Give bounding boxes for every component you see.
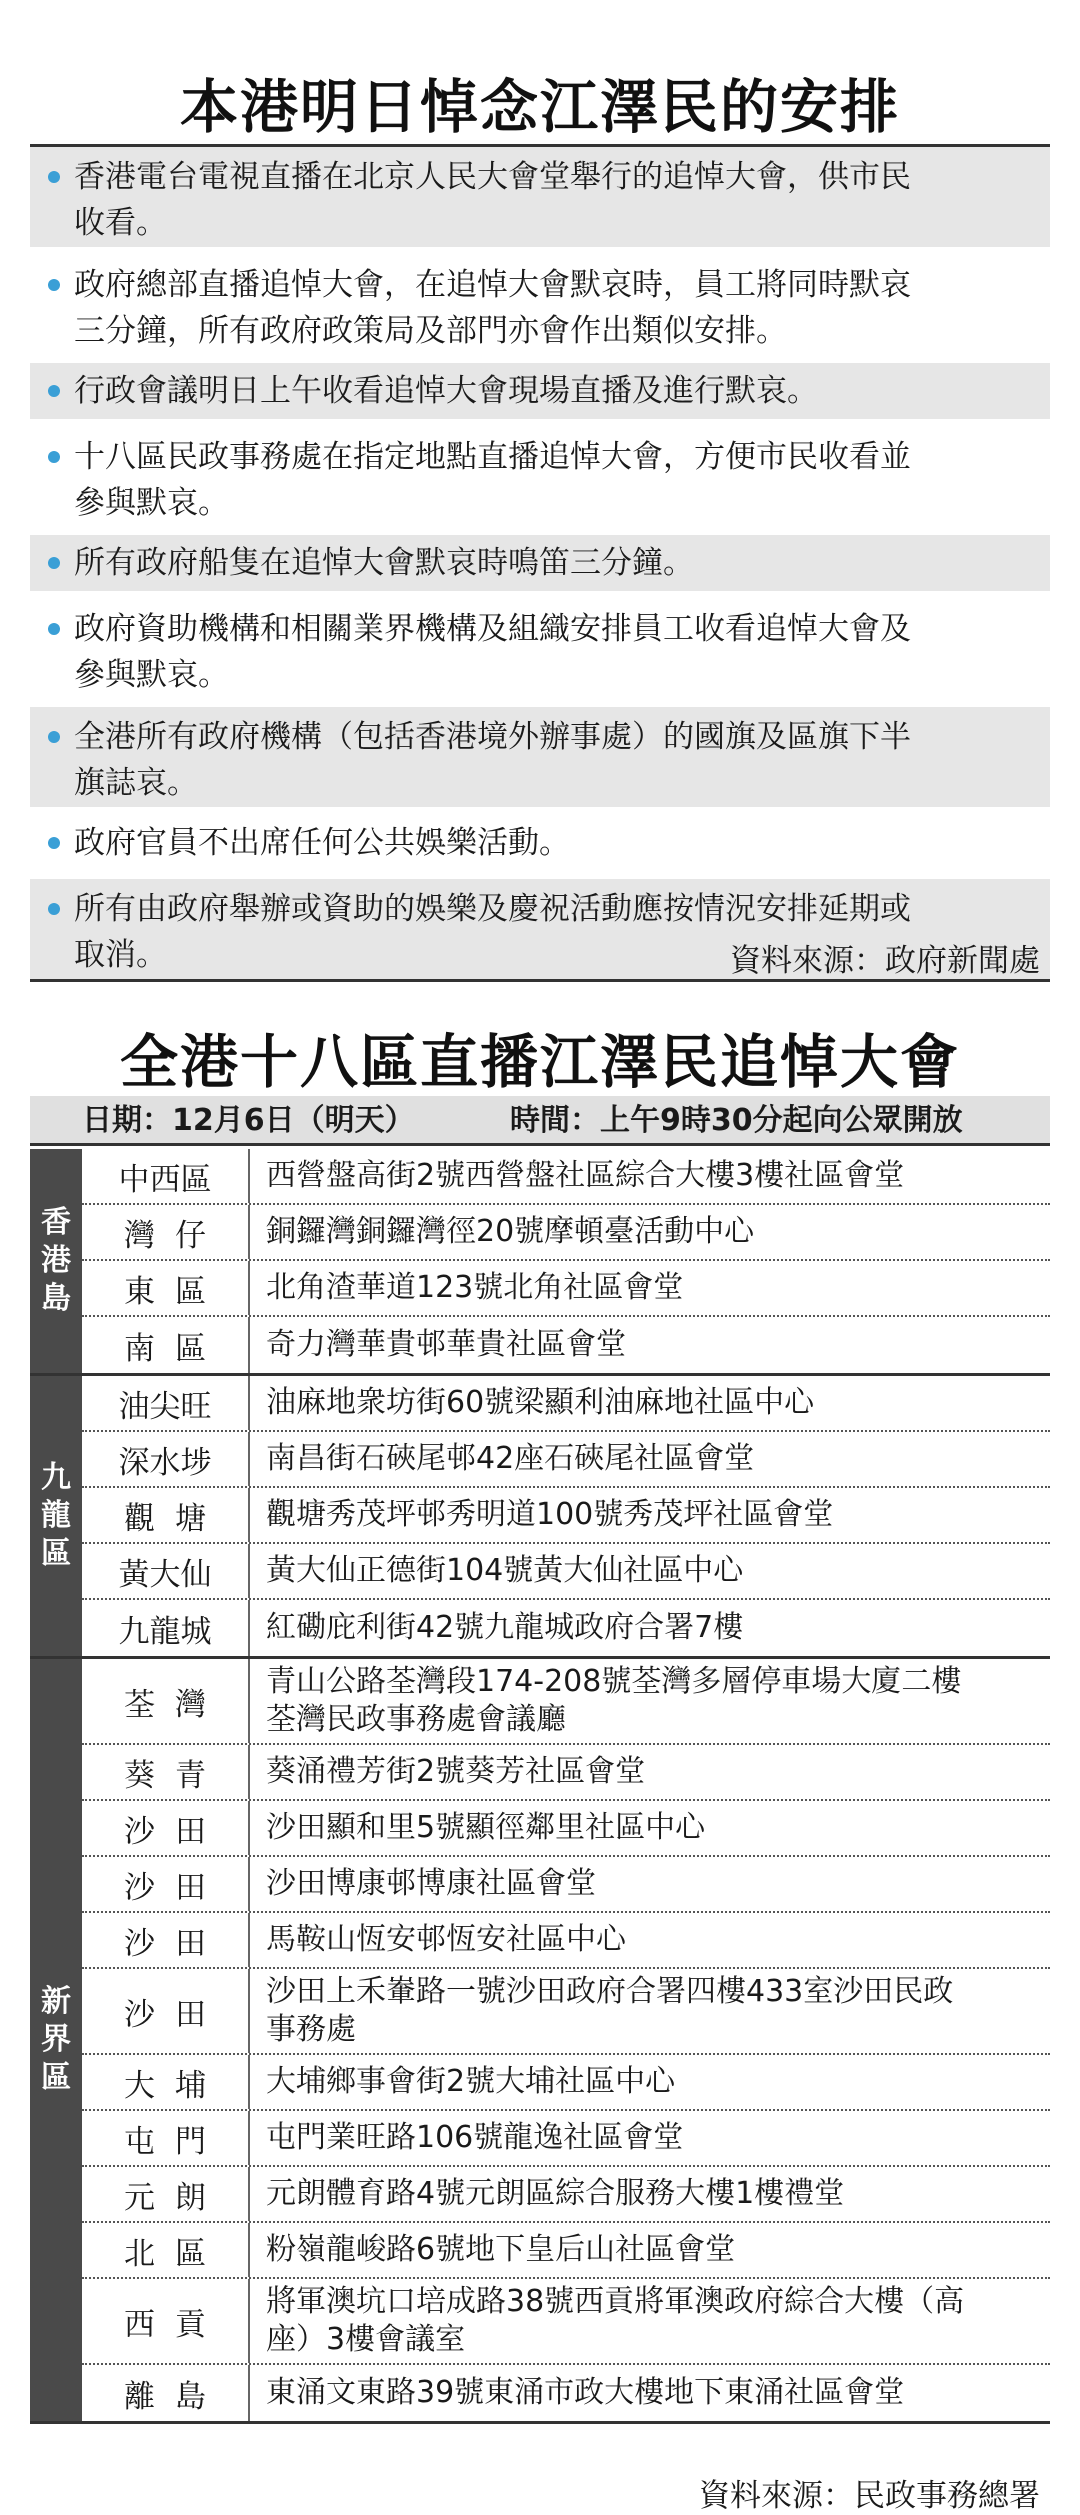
district-cell: 油尖旺 <box>82 1376 250 1430</box>
district-cell: 東區 <box>82 1261 250 1315</box>
region-label-char: 香 <box>41 1205 71 1240</box>
table-row <box>82 2279 1050 2365</box>
venue-cell <box>250 1261 1050 1315</box>
district-cell: 沙田 <box>82 1857 250 1911</box>
venue-cell <box>250 1969 1050 2053</box>
table-row <box>82 1659 1050 1745</box>
venue-cell <box>250 1659 1050 1743</box>
list-item <box>30 255 1050 355</box>
table-row <box>82 1317 1050 1373</box>
region-group <box>30 1376 1050 1659</box>
region-label-char: 新 <box>41 1984 71 2019</box>
list-item-line: 旗誌哀。 <box>74 765 198 801</box>
list-item <box>30 599 1050 699</box>
list-item-text <box>74 434 1036 526</box>
district-cell: 九龍城 <box>82 1600 250 1656</box>
list-item-line: 所有政府船隻在追悼大會默哀時鳴笛三分鐘。 <box>74 545 694 581</box>
list-item-line: 香港電台電視直播在北京人民大會堂舉行的追悼大會，供市民 <box>74 159 911 195</box>
table-row <box>82 1857 1050 1913</box>
table-row <box>82 2055 1050 2111</box>
table-row <box>82 2365 1050 2421</box>
district-cell: 沙田 <box>82 1969 250 2053</box>
bullet-dot-icon <box>48 903 60 915</box>
list-item-text <box>74 154 1036 246</box>
list-item-line: 政府總部直播追悼大會，在追悼大會默哀時，員工將同時默哀 <box>74 267 911 303</box>
district-cell: 深水埗 <box>82 1432 250 1486</box>
venue-line: 馬鞍山恆安邨恆安社區中心 <box>266 1922 626 1957</box>
district-cell: 北區 <box>82 2223 250 2277</box>
venue-cell <box>250 1149 1050 1203</box>
district-cell: 中西區 <box>82 1149 250 1203</box>
venue-table-title: 全港十八區直播江澤民追悼大會 <box>119 1028 960 1096</box>
venue-cell <box>250 2365 1050 2421</box>
venue-line: 北角渣華道123號北角社區會堂 <box>266 1270 684 1305</box>
venue-line: 東涌文東路39號東涌市政大樓地下東涌社區會堂 <box>266 2375 905 2410</box>
bullet-dot-icon <box>48 171 60 183</box>
table-row <box>82 1432 1050 1488</box>
list-item <box>30 363 1050 419</box>
list-item-line: 三分鐘，所有政府政策局及部門亦會作出類似安排。 <box>74 313 787 349</box>
list-item-text <box>74 368 1036 414</box>
venue-line: 青山公路荃灣段174-208號荃灣多層停車場大廈二樓 <box>266 1664 962 1699</box>
list-item-line: 行政會議明日上午收看追悼大會現場直播及進行默哀。 <box>74 373 818 409</box>
district-cell: 南區 <box>82 1317 250 1373</box>
bullet-dot-icon <box>48 557 60 569</box>
bullet-dot-icon <box>48 279 60 291</box>
table-row <box>82 1544 1050 1600</box>
venue-cell <box>250 1801 1050 1855</box>
venue-line: 屯門業旺路106號龍逸社區會堂 <box>266 2120 684 2155</box>
venue-cell <box>250 1544 1050 1598</box>
region-label-char: 界 <box>41 2022 71 2057</box>
venue-line: 粉嶺龍峻路6號地下皇后山社區會堂 <box>266 2232 736 2267</box>
venue-cell <box>250 1488 1050 1542</box>
list-item <box>30 147 1050 247</box>
venue-line: 西營盤高街2號西營盤社區綜合大樓3樓社區會堂 <box>266 1158 905 1193</box>
list-item-text <box>74 714 1036 806</box>
venue-cell <box>250 1745 1050 1799</box>
venue-cell <box>250 2111 1050 2165</box>
district-cell: 沙田 <box>82 1913 250 1967</box>
venue-line: 觀塘秀茂坪邨秀明道100號秀茂坪社區會堂 <box>266 1497 834 1532</box>
arrangements-list <box>30 144 1050 982</box>
venue-line: 沙田顯和里5號顯徑鄰里社區中心 <box>266 1810 706 1845</box>
venue-cell <box>250 1376 1050 1430</box>
district-cell: 灣仔 <box>82 1205 250 1259</box>
list-item-line: 收看。 <box>74 205 167 241</box>
table-row <box>82 2167 1050 2223</box>
table-row <box>82 1261 1050 1317</box>
table-row <box>82 1969 1050 2055</box>
bullet-dot-icon <box>48 731 60 743</box>
list-item-text <box>74 820 1036 866</box>
district-cell: 沙田 <box>82 1801 250 1855</box>
venue-cell <box>250 1432 1050 1486</box>
source-note: 資料來源：民政事務總署 <box>699 2478 1040 2514</box>
venue-line: 荃灣民政事務處會議廳 <box>266 1702 566 1737</box>
venue-cell <box>250 1317 1050 1373</box>
bullet-dot-icon <box>48 623 60 635</box>
venue-line: 座）3樓會議室 <box>266 2322 466 2357</box>
venue-cell <box>250 2223 1050 2277</box>
region-label-char: 區 <box>41 1536 71 1571</box>
list-item-line: 參與默哀。 <box>74 485 229 521</box>
list-item-line: 政府官員不出席任何公共娛樂活動。 <box>74 825 570 861</box>
page-title: 本港明日悼念江澤民的安排 <box>179 73 900 141</box>
district-cell: 離島 <box>82 2365 250 2421</box>
venue-line: 油麻地衆坊街60號梁顯利油麻地社區中心 <box>266 1385 815 1420</box>
bullet-dot-icon <box>48 451 60 463</box>
region-label-char: 龍 <box>41 1498 71 1533</box>
list-item-line: 十八區民政事務處在指定地點直播追悼大會，方便市民收看並 <box>74 439 911 475</box>
venue-cell <box>250 2279 1050 2363</box>
district-cell: 元朗 <box>82 2167 250 2221</box>
bullet-dot-icon <box>48 837 60 849</box>
venue-line: 葵涌禮芳街2號葵芳社區會堂 <box>266 1754 646 1789</box>
venue-cell <box>250 1600 1050 1656</box>
venue-line: 紅磡庇利街42號九龍城政府合署7樓 <box>266 1610 744 1645</box>
table-row <box>82 1488 1050 1544</box>
table-row <box>82 1205 1050 1261</box>
venue-line: 黃大仙正德街104號黃大仙社區中心 <box>266 1553 744 1588</box>
venue-cell <box>250 2167 1050 2221</box>
table-row <box>82 1745 1050 1801</box>
list-item-line: 所有由政府舉辦或資助的娛樂及慶祝活動應按情況安排延期或 <box>74 891 911 927</box>
district-cell: 大埔 <box>82 2055 250 2109</box>
venue-line: 大埔鄉事會街2號大埔社區中心 <box>266 2064 676 2099</box>
district-cell: 西貢 <box>82 2279 250 2363</box>
region-group <box>30 1659 1050 2424</box>
venue-line: 奇力灣華貴邨華貴社區會堂 <box>266 1327 626 1362</box>
venue-line: 沙田博康邨博康社區會堂 <box>266 1866 596 1901</box>
venue-table <box>30 1149 1050 2424</box>
table-row <box>82 2223 1050 2279</box>
district-cell: 屯門 <box>82 2111 250 2165</box>
region-label <box>30 1149 82 1373</box>
list-item <box>30 535 1050 591</box>
region-group <box>30 1149 1050 1376</box>
list-item-text <box>74 262 1036 354</box>
table-row <box>82 1376 1050 1432</box>
region-label <box>30 1659 82 2421</box>
region-label-char: 港 <box>41 1243 71 1278</box>
list-item-line: 參與默哀。 <box>74 657 229 693</box>
venue-line: 元朗體育路4號元朗區綜合服務大樓1樓禮堂 <box>266 2176 845 2211</box>
region-label-char: 島 <box>41 1281 71 1316</box>
date-label: 日期：12月6日（明天） <box>82 1103 415 1138</box>
district-cell: 葵青 <box>82 1745 250 1799</box>
venue-cell <box>250 2055 1050 2109</box>
district-cell: 觀塘 <box>82 1488 250 1542</box>
region-label-char: 九 <box>41 1460 71 1495</box>
table-row <box>82 1149 1050 1205</box>
list-item-line: 政府資助機構和相關業界機構及組織安排員工收看追悼大會及 <box>74 611 911 647</box>
venue-cell <box>250 1913 1050 1967</box>
table-row <box>82 1801 1050 1857</box>
district-cell: 黃大仙 <box>82 1544 250 1598</box>
venue-line: 南昌街石硤尾邨42座石硤尾社區會堂 <box>266 1441 755 1476</box>
list-item <box>30 707 1050 807</box>
bullet-dot-icon <box>48 385 60 397</box>
source-note: 資料來源：政府新聞處 <box>730 943 1040 979</box>
list-item-text <box>74 540 1036 586</box>
list-item-line: 全港所有政府機構（包括香港境外辦事處）的國旗及區旗下半 <box>74 719 911 755</box>
list-item <box>30 427 1050 527</box>
list-item <box>30 815 1050 871</box>
venue-line: 將軍澳坑口培成路38號西貢將軍澳政府綜合大樓（高 <box>266 2284 965 2319</box>
venue-line: 銅鑼灣銅鑼灣徑20號摩頓臺活動中心 <box>266 1214 755 1249</box>
table-row <box>82 1913 1050 1969</box>
list-item-line: 取消。 <box>74 937 167 973</box>
table-row <box>82 2111 1050 2167</box>
region-label-char: 區 <box>41 2060 71 2095</box>
time-label: 時間：上午9時30分起向公眾開放 <box>510 1103 963 1138</box>
table-row <box>82 1600 1050 1656</box>
venue-cell <box>250 1205 1050 1259</box>
venue-cell <box>250 1857 1050 1911</box>
region-label <box>30 1376 82 1656</box>
date-time-bar <box>30 1096 1050 1146</box>
district-cell: 荃灣 <box>82 1659 250 1743</box>
list-item-text <box>74 606 1036 698</box>
venue-line: 事務處 <box>266 2012 356 2047</box>
venue-line: 沙田上禾輋路一號沙田政府合署四樓433室沙田民政 <box>266 1974 954 2009</box>
